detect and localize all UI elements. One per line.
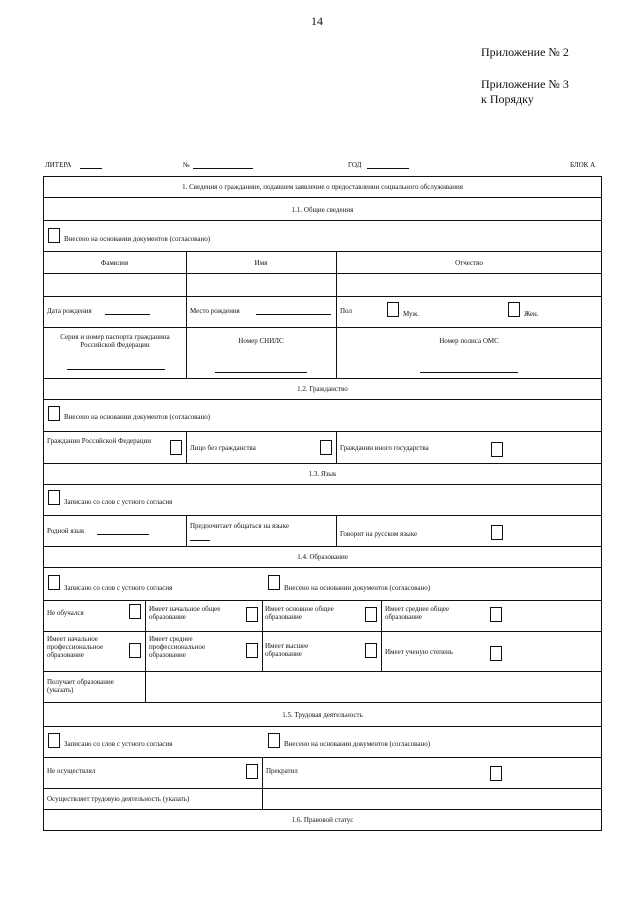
number-label: № — [183, 161, 190, 169]
snils-field[interactable] — [215, 372, 307, 373]
appendix-2-label: Приложение № 2 — [481, 45, 569, 59]
birth-place-label: Место рождения — [190, 307, 240, 315]
birth-date-field[interactable] — [105, 314, 150, 315]
education-oral-checkbox[interactable] — [48, 575, 60, 590]
male-checkbox[interactable] — [387, 302, 399, 317]
primary-general-checkbox[interactable] — [246, 607, 258, 622]
name-header: Имя — [254, 259, 268, 267]
section-1-title: 1. Сведения о гражданине, подавшем заявление о предоставлении социального обслуживания — [182, 183, 463, 191]
labor-docs-label: Внесено на основании документов (согласовано) — [284, 740, 431, 748]
patronymic-header: Отчество — [455, 259, 483, 267]
citizenship-docs-checkbox[interactable] — [48, 406, 60, 421]
not-studied-checkbox[interactable] — [129, 604, 141, 619]
foreign-citizen-checkbox[interactable] — [491, 442, 503, 457]
education-oral-label: Записано со слов с устного согласия — [64, 584, 173, 592]
speaks-russian-label: Говорит на русском языке — [340, 530, 418, 538]
primary-prof-label: Имеет начальное профессиональное образование — [47, 635, 104, 659]
higher-checkbox[interactable] — [365, 643, 377, 658]
stateless-label: Лицо без гражданства — [190, 444, 256, 452]
birth-place-field[interactable] — [256, 314, 331, 315]
block-label: БЛОК А — [570, 161, 596, 169]
general-docs-label: Внесено на основании документов (согласовано) — [64, 235, 211, 243]
working-label: Осуществляет трудовую деятельность (указать) — [47, 795, 190, 803]
receiving-education-label: Получает образование (указать) — [47, 678, 114, 694]
female-checkbox[interactable] — [508, 302, 520, 317]
working-field[interactable] — [263, 789, 601, 808]
primary-prof-checkbox[interactable] — [129, 643, 141, 658]
section-1-5-title: 1.5. Трудовая деятельность — [282, 711, 363, 719]
section-1-6-title: 1.6. Правовой статус — [291, 816, 354, 824]
prefers-language-field[interactable] — [190, 540, 210, 541]
passport-field[interactable] — [67, 369, 165, 370]
general-docs-checkbox[interactable] — [48, 228, 60, 243]
prefers-language-label: Предпочитает общаться на языке — [190, 522, 289, 530]
foreign-citizen-label: Гражданин иного государства — [340, 444, 429, 452]
year-label: ГОД — [348, 161, 362, 169]
snils-label: Номер СНИЛС — [238, 337, 284, 345]
sex-label: Пол — [340, 307, 352, 315]
degree-checkbox[interactable] — [490, 646, 502, 661]
surname-field[interactable] — [44, 274, 185, 295]
basic-general-label: Имеет основное общее образование — [265, 605, 334, 621]
not-worked-label: Не осуществлял — [47, 767, 96, 775]
oms-field[interactable] — [420, 372, 518, 373]
appendix-order-label: к Порядку — [481, 92, 534, 106]
section-1-4-title: 1.4. Образование — [297, 553, 348, 561]
passport-label: Серия и номер паспорта гражданина Российской Федерации — [60, 333, 170, 349]
patronymic-field[interactable] — [337, 274, 601, 295]
language-oral-label: Записано со слов с устного согласия — [64, 498, 173, 506]
secondary-prof-label: Имеет среднее профессиональное образование — [149, 635, 206, 659]
appendix-3-label: Приложение № 3 — [481, 77, 569, 91]
not-studied-label: Не обучался — [47, 609, 84, 617]
surname-header: Фамилия — [100, 259, 129, 267]
citizen-rf-checkbox[interactable] — [170, 440, 182, 455]
education-docs-checkbox[interactable] — [268, 575, 280, 590]
receiving-education-field[interactable] — [146, 672, 601, 701]
female-label: Жен. — [524, 310, 539, 318]
birth-date-label: Дата рождения — [47, 307, 92, 315]
secondary-general-checkbox[interactable] — [490, 607, 502, 622]
labor-oral-label: Записано со слов с устного согласия — [64, 740, 173, 748]
number-field[interactable] — [193, 168, 253, 169]
basic-general-checkbox[interactable] — [365, 607, 377, 622]
section-1-2-title: 1.2. Гражданство — [297, 385, 348, 393]
name-field[interactable] — [187, 274, 335, 295]
language-oral-checkbox[interactable] — [48, 490, 60, 505]
section-1-3-title: 1.3. Язык — [308, 470, 337, 478]
secondary-prof-checkbox[interactable] — [246, 643, 258, 658]
stateless-checkbox[interactable] — [320, 440, 332, 455]
education-docs-label: Внесено на основании документов (согласовано) — [284, 584, 431, 592]
secondary-general-label: Имеет среднее общее образование — [385, 605, 450, 621]
labor-oral-checkbox[interactable] — [48, 733, 60, 748]
section-1-1-title: 1.1. Общие сведения — [291, 206, 354, 214]
oms-label: Номер полиса ОМС — [439, 337, 499, 345]
citizen-rf-label: Гражданин Российской Федерации — [47, 437, 152, 445]
year-field[interactable] — [367, 168, 409, 169]
citizenship-docs-label: Внесено на основании документов (согласовано) — [64, 413, 211, 421]
litera-field[interactable] — [80, 168, 102, 169]
primary-general-label: Имеет начальное общее образование — [149, 605, 221, 621]
degree-label: Имеет ученую степень — [385, 648, 453, 656]
higher-label: Имеет высшее образование — [265, 642, 309, 658]
speaks-russian-checkbox[interactable] — [491, 525, 503, 540]
stopped-working-label: Прекратил — [266, 767, 298, 775]
page-number: 14 — [311, 14, 323, 28]
male-label: Муж. — [403, 310, 420, 318]
litera-label: ЛИТЕРА — [45, 161, 72, 169]
not-worked-checkbox[interactable] — [246, 764, 258, 779]
stopped-working-checkbox[interactable] — [490, 766, 502, 781]
native-language-label: Родной язык — [47, 527, 85, 535]
labor-docs-checkbox[interactable] — [268, 733, 280, 748]
native-language-field[interactable] — [97, 534, 149, 535]
